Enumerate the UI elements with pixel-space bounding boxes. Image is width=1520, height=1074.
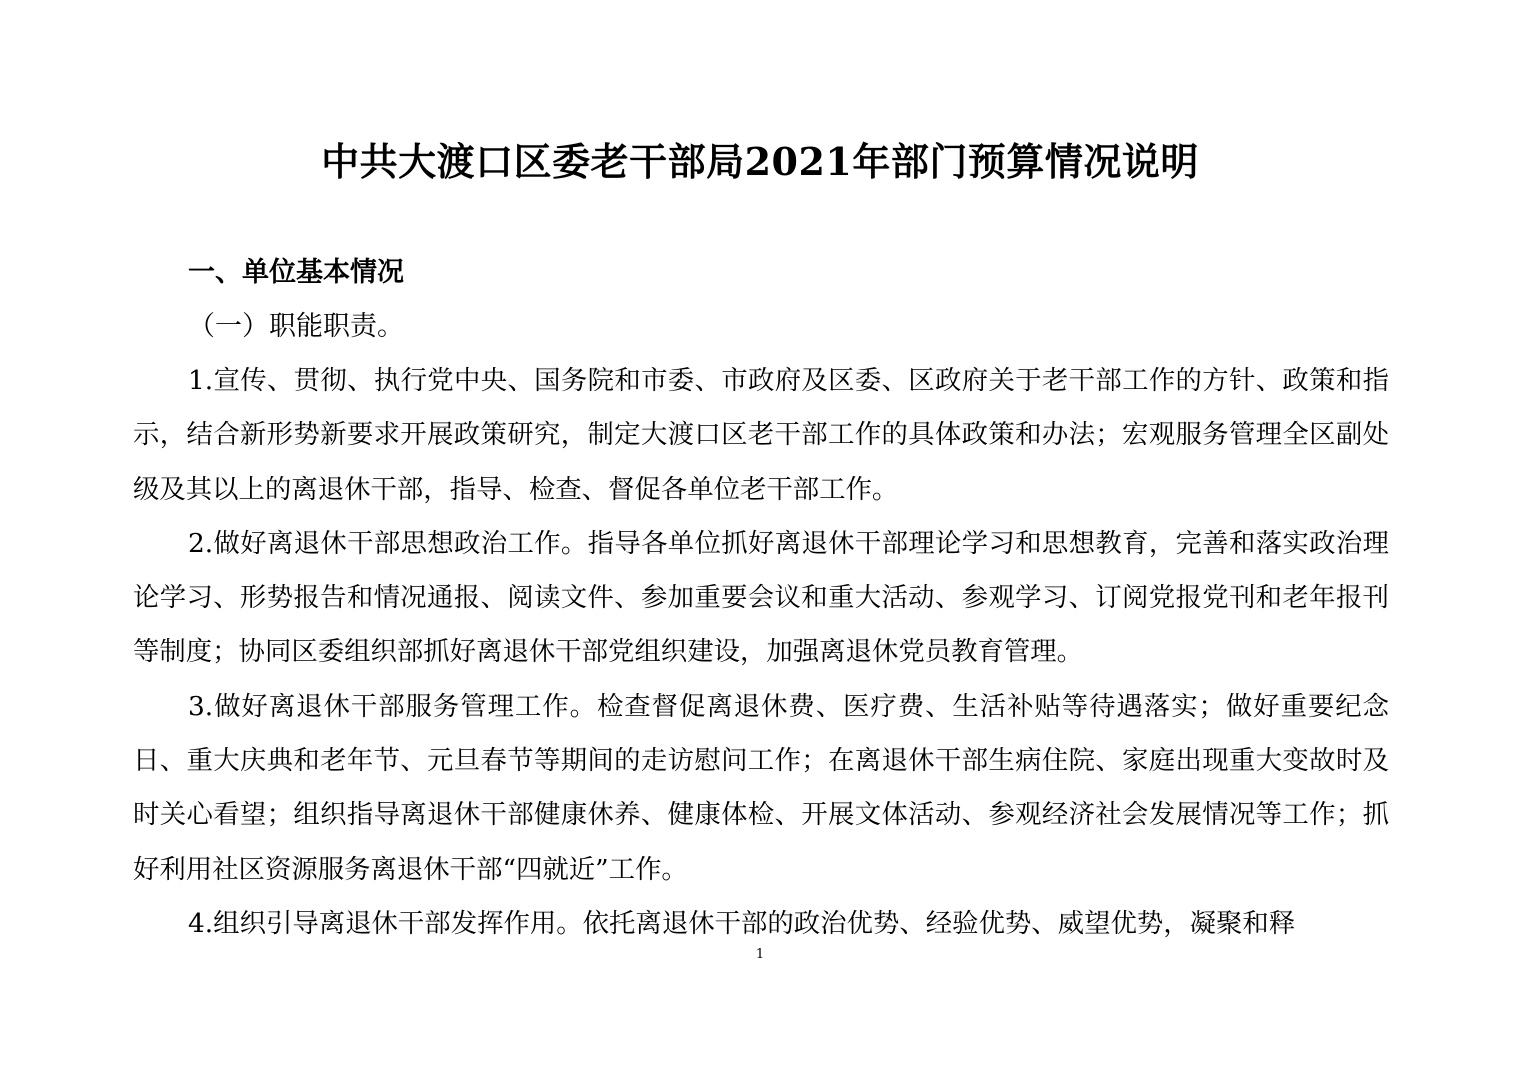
paragraph-3: 3.做好离退休干部服务管理工作。检查督促离退休费、医疗费、生活补贴等待遇落实；做好重要纪念日、重大庆典和老年节、元旦春节等期间的走访慰问工作；在离退休干部生病住院、家庭出现重大变故时及时关心看望；组织指导离退休干部健康休养、健康体检、开展文体活动、参观经济社会发展情况等工作；抓好利用社区资源服务离退休干部“四就近”工作。: [133, 690, 1389, 885]
section-heading: 一、单位基本情况: [188, 257, 404, 288]
document-title: 中共大渡口区委老干部局2021年部门预算情况说明: [321, 139, 1199, 184]
paragraph-2: 2.做好离退休干部思想政治工作。指导各单位抓好离退休干部理论学习和思想教育，完善和落实政治理论学习、形势报告和情况通报、阅读文件、参加重要会议和重大活动、参观学习、订阅党报党刊和老年报刊等制度；协同区委组织部抓好离退休干部党组织建设，加强离退休党员教育管理。: [133, 527, 1389, 668]
subsection-heading: （一）职能职责。: [188, 311, 404, 342]
page-number: 1: [755, 947, 765, 962]
paragraph-1: 1.宣传、贯彻、执行党中央、国务院和市委、市政府及区委、区政府关于老干部工作的方针、政策和指示，结合新形势新要求开展政策研究，制定大渡口区老干部工作的具体政策和办法；宏观服务管理全区副处级及其以上的离退休干部，指导、检查、督促各单位老干部工作。: [133, 365, 1389, 505]
paragraph-4: 4.组织引导离退休干部发挥作用。依托离退休干部的政治优势、经验优势、威望优势，凝聚和释: [188, 907, 1296, 939]
document-body: [133, 246, 1389, 951]
